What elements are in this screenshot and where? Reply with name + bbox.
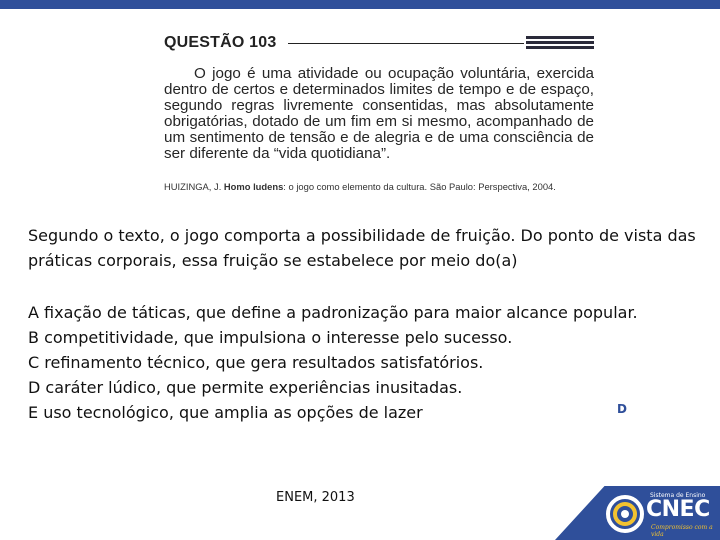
header-rule [288, 43, 524, 44]
exam-source: ENEM, 2013 [276, 490, 355, 505]
question-source [164, 181, 596, 192]
correct-answer: D [617, 402, 627, 416]
logo-tagline: Compromisso com a vida [651, 524, 713, 538]
source-rest: : o jogo como elemento da cultura. São Paulo: Perspectiva, 2004. [283, 181, 556, 192]
cnec-logo [555, 486, 720, 540]
logo-small-text: Sistema de Ensino [650, 492, 706, 499]
option-b: B competitividade, que impulsiona o interesse pelo sucesso. [28, 328, 513, 347]
option-d: D caráter lúdico, que permite experiências inusitadas. [28, 378, 463, 397]
option-a: A fixação de táticas, que define a padronização para maior alcance popular. [28, 303, 638, 322]
source-author: HUIZINGA, J. [164, 181, 222, 192]
top-accent-bar [0, 0, 720, 9]
answer-options [28, 300, 718, 425]
logo-name: CNEC [646, 497, 710, 522]
question-excerpt [164, 30, 596, 200]
option-e: E uso tecnológico, que amplia as opções de lazer [28, 403, 423, 422]
cnec-emblem-icon [605, 494, 645, 534]
question-prompt: Segundo o texto, o jogo comporta a possibilidade de fruição. Do ponto de vista das práticas corporais, essa fruição se estabelece por meio do(a) [28, 226, 696, 270]
question-text: O jogo é uma atividade ou ocupação voluntária, exercida dentro de certos e determinados limites de tempo e de espaço, segundo regras livremente consentidas, mas absolutamente obrigatórias, dotado de um fim em si mesmo, acompanhado de um sentimento de tensão e de alegria e de uma consciência de ser diferente da “vida quotidiana”. [164, 65, 594, 162]
question-header: QUESTÃO 103 [164, 34, 277, 51]
option-c: C refinamento técnico, que gera resultados satisfatórios. [28, 353, 484, 372]
source-title: Homo ludens [223, 181, 284, 192]
header-bars-decoration [526, 36, 594, 51]
